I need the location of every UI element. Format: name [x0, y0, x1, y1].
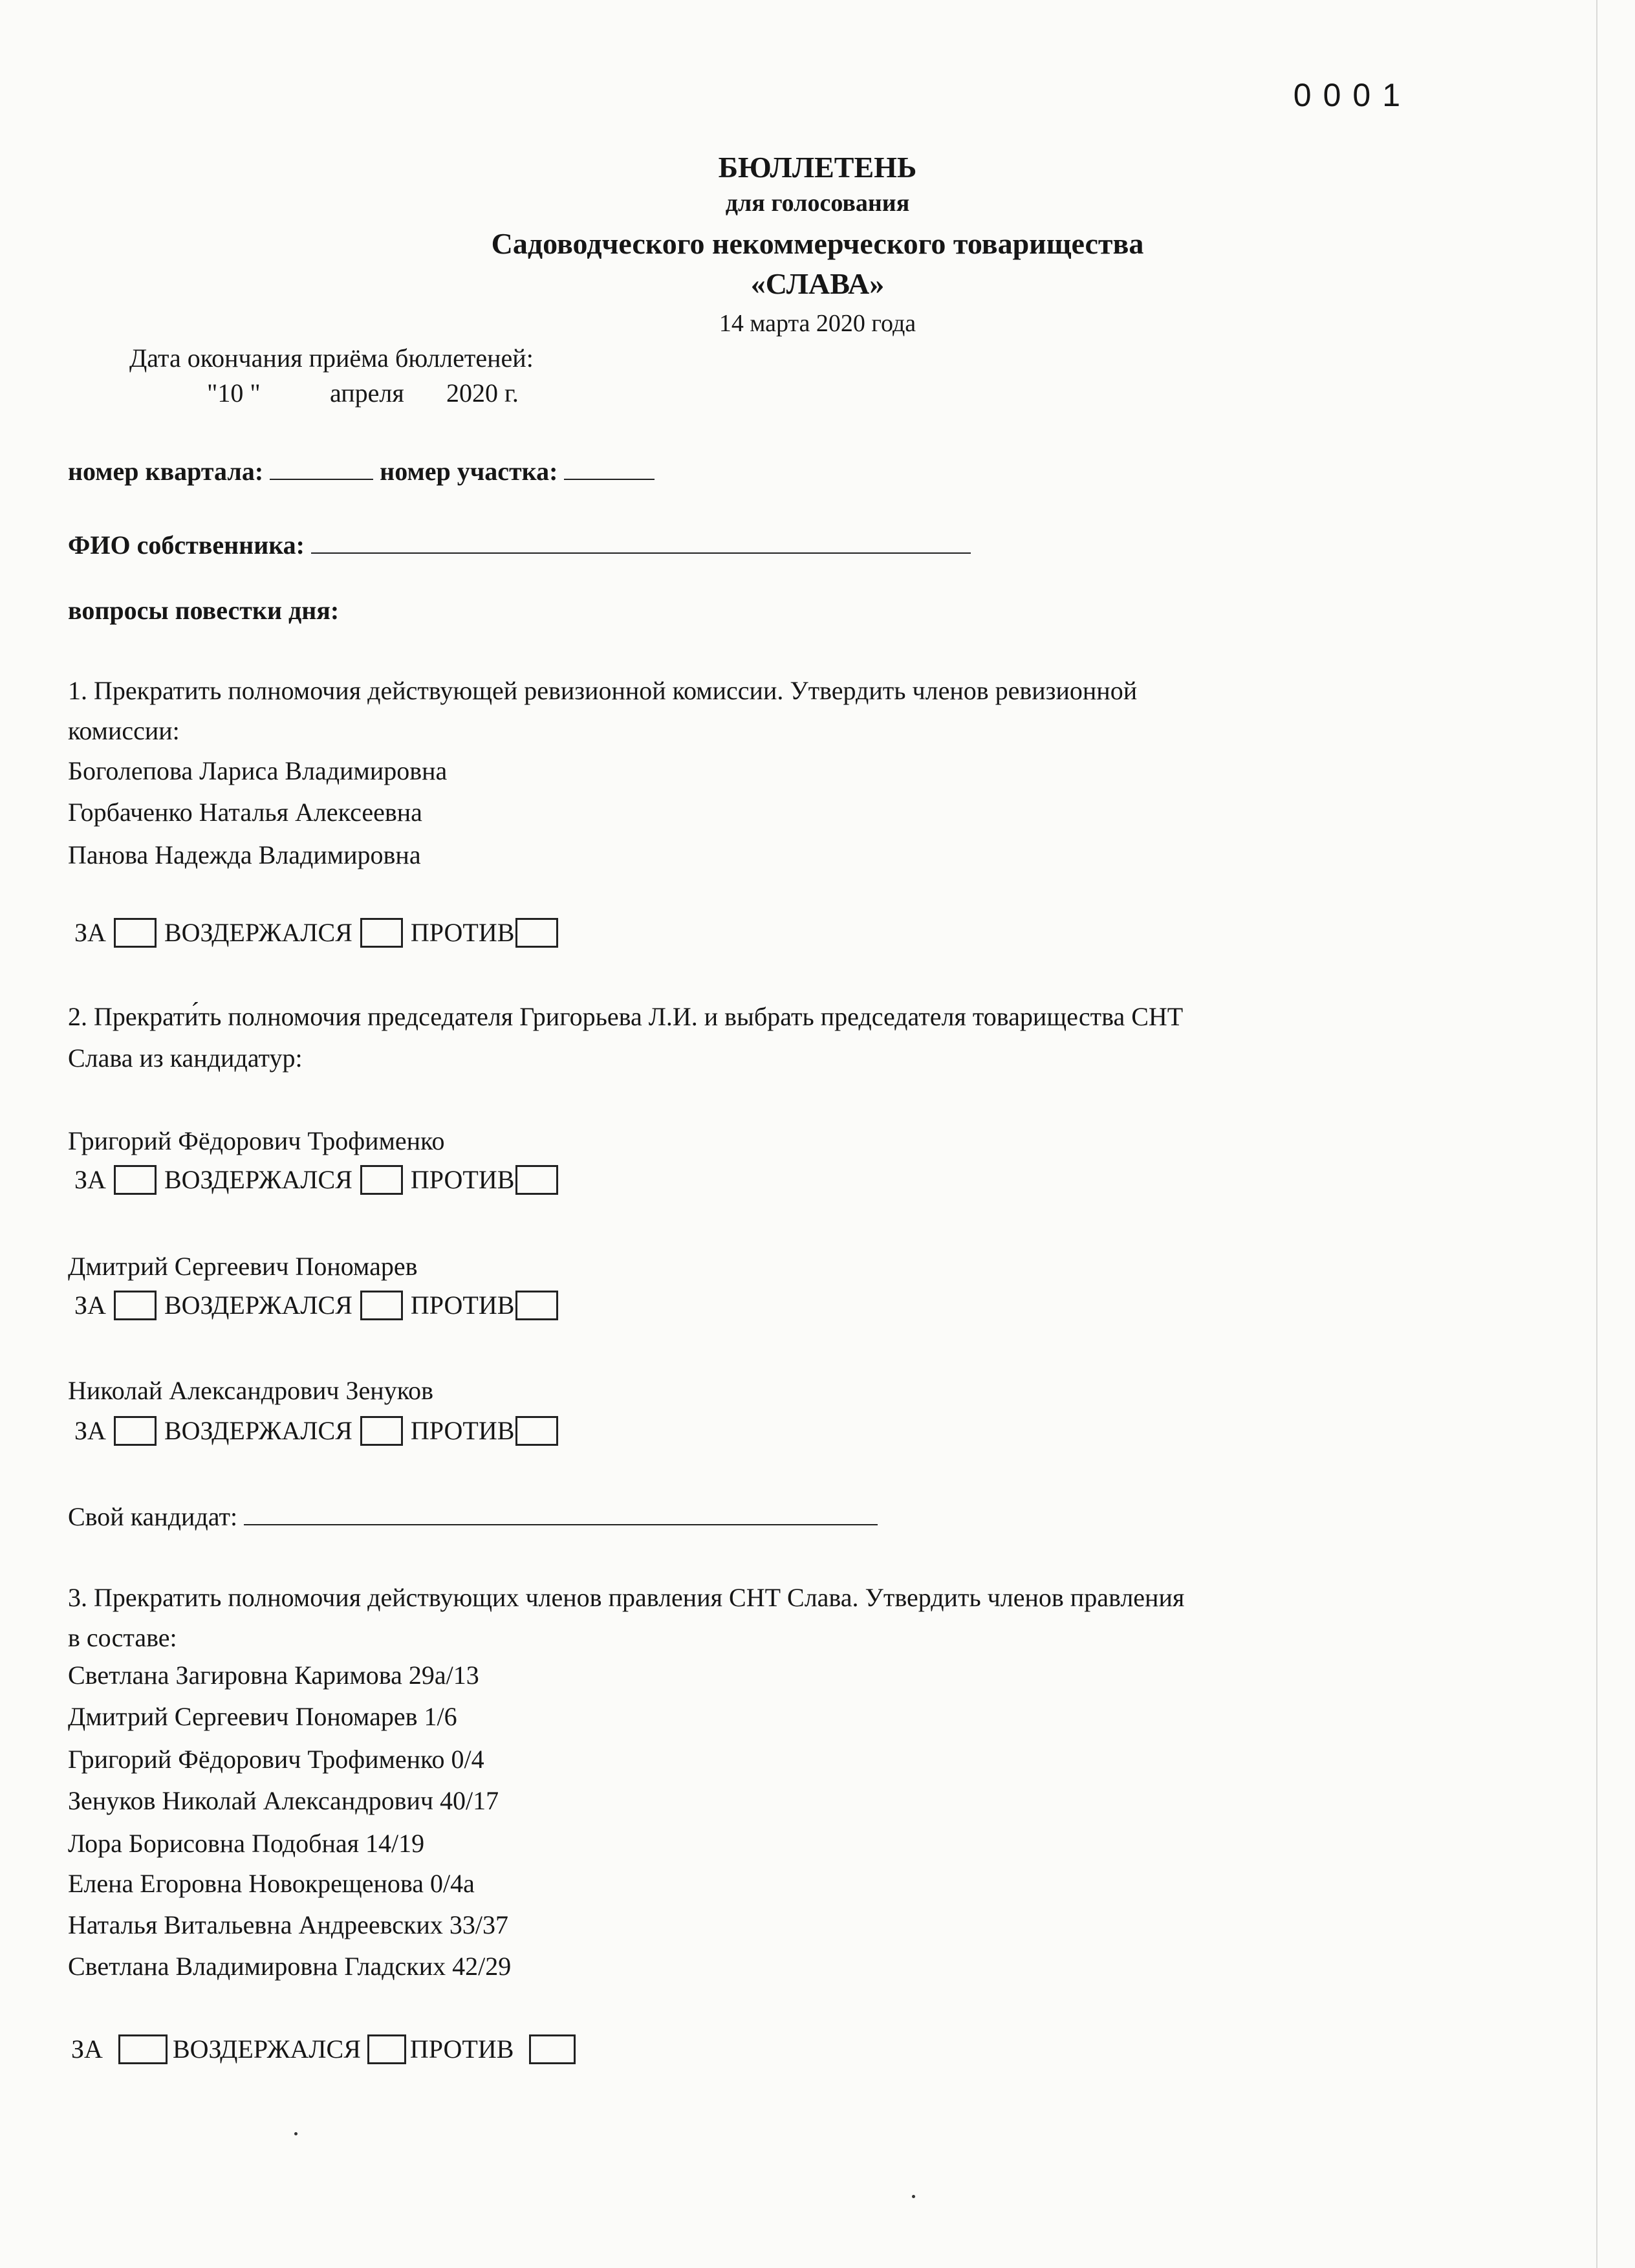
q2-text-line1: 2. Прекрати́ть полномочия председателя Григорьева Л.И. и выбрать председателя товарищества СНТ — [68, 1002, 1184, 1031]
q1-member: Панова Надежда Владимировна — [68, 840, 421, 869]
owner-label: ФИО собственника: — [68, 530, 305, 560]
vote-for-label: ЗА — [71, 2034, 103, 2064]
vote-for-checkbox[interactable] — [114, 918, 157, 948]
q3-member: Светлана Владимировна Гладских 42/29 — [68, 1952, 512, 1981]
vote-for-label: ЗА — [74, 1291, 106, 1320]
quarter-label: номер квартала: — [68, 457, 264, 486]
own-candidate-input-line[interactable] — [244, 1498, 878, 1525]
agenda-label: вопросы повестки дня: — [68, 596, 340, 625]
q3-member: Дмитрий Сергеевич Пономарев 1/6 — [68, 1702, 457, 1731]
ballot-title: БЮЛЛЕТЕНЬ — [718, 151, 917, 184]
q2-candidate-name: Николай Александрович Зенуков — [68, 1376, 433, 1405]
q3-vote-row — [71, 2034, 583, 2064]
vote-against-label: ПРОТИВ — [409, 2034, 514, 2064]
plot-input-line[interactable] — [564, 453, 655, 480]
vote-against-label: ПРОТИВ — [410, 1291, 515, 1320]
q2-candidate-1-vote-row — [74, 1164, 566, 1195]
vote-for-label: ЗА — [74, 1416, 106, 1445]
q1-member: Боголепова Лариса Владимировна — [68, 756, 448, 785]
own-candidate-row — [68, 1498, 878, 1532]
vote-abstain-checkbox[interactable] — [360, 1416, 403, 1446]
vote-against-checkbox[interactable] — [515, 918, 558, 948]
q2-candidate-name: Дмитрий Сергеевич Пономарев — [68, 1252, 418, 1281]
organization-name: Садоводческого некоммерческого товарищества — [491, 227, 1144, 260]
own-candidate-label: Свой кандидат: — [68, 1502, 238, 1531]
scan-speck — [294, 2132, 298, 2135]
meeting-date: 14 марта 2020 года — [719, 310, 916, 337]
q1-vote-row — [74, 917, 566, 948]
vote-against-checkbox[interactable] — [529, 2034, 576, 2064]
quarter-input-line[interactable] — [270, 453, 373, 480]
q3-member: Светлана Загировна Каримова 29а/13 — [68, 1661, 479, 1690]
q1-member: Горбаченко Наталья Алексеевна — [68, 798, 422, 827]
q2-candidate-name: Григорий Фёдорович Трофименко — [68, 1126, 445, 1155]
vote-against-label: ПРОТИВ — [410, 1416, 515, 1445]
q3-text-line1: 3. Прекратить полномочия действующих членов правления СНТ Слава. Утвердить членов правления — [68, 1583, 1185, 1612]
deadline-date — [207, 378, 519, 408]
owner-input-line[interactable] — [311, 527, 971, 554]
ballot-subtitle: для голосования — [725, 190, 910, 217]
deadline-label: Дата окончания приёма бюллетеней: — [129, 343, 534, 373]
vote-abstain-checkbox[interactable] — [360, 1165, 403, 1195]
vote-against-label: ПРОТИВ — [410, 918, 515, 947]
q2-candidate-3-vote-row — [74, 1415, 566, 1446]
q2-candidate-2-vote-row — [74, 1290, 566, 1320]
vote-for-checkbox[interactable] — [114, 1165, 157, 1195]
vote-abstain-label: ВОЗДЕРЖАЛСЯ — [164, 918, 352, 947]
scan-speck — [912, 2195, 915, 2198]
q1-text-line1: 1. Прекратить полномочия действующей ревизионной комиссии. Утвердить членов ревизионной — [68, 676, 1138, 705]
q3-text-line2: в составе: — [68, 1623, 177, 1652]
q1-text-line2: комиссии: — [68, 716, 180, 745]
plot-label: номер участка: — [380, 457, 558, 486]
vote-against-checkbox[interactable] — [515, 1165, 558, 1195]
organization-short-name: «СЛАВА» — [750, 267, 885, 300]
deadline-year: 2020 г. — [446, 378, 519, 408]
vote-against-checkbox[interactable] — [515, 1416, 558, 1446]
vote-against-checkbox[interactable] — [515, 1291, 558, 1320]
q3-member: Наталья Витальевна Андреевских 33/37 — [68, 1910, 508, 1939]
vote-for-checkbox[interactable] — [114, 1291, 157, 1320]
vote-abstain-label: ВОЗДЕРЖАЛСЯ — [172, 2034, 361, 2064]
vote-abstain-label: ВОЗДЕРЖАЛСЯ — [164, 1291, 352, 1320]
owner-row — [68, 527, 971, 560]
vote-abstain-checkbox[interactable] — [360, 918, 403, 948]
q3-member: Лора Борисовна Подобная 14/19 — [68, 1829, 425, 1858]
vote-for-label: ЗА — [74, 918, 106, 947]
deadline-month: апреля — [330, 378, 404, 408]
vote-abstain-label: ВОЗДЕРЖАЛСЯ — [164, 1416, 352, 1445]
q3-member: Елена Егоровна Новокрещенова 0/4а — [68, 1869, 475, 1898]
vote-against-label: ПРОТИВ — [410, 1165, 515, 1194]
q3-member: Григорий Фёдорович Трофименко 0/4 — [68, 1745, 484, 1774]
scan-edge-line — [1596, 0, 1597, 2268]
quarter-plot-row — [68, 453, 655, 486]
vote-abstain-checkbox[interactable] — [367, 2034, 406, 2064]
vote-for-checkbox[interactable] — [114, 1416, 157, 1446]
q2-text-line2: Слава из кандидатур: — [68, 1043, 303, 1073]
vote-for-label: ЗА — [74, 1165, 106, 1194]
document-number: 0001 — [1293, 77, 1412, 113]
vote-abstain-checkbox[interactable] — [360, 1291, 403, 1320]
q3-member: Зенуков Николай Александрович 40/17 — [68, 1786, 499, 1815]
vote-for-checkbox[interactable] — [118, 2034, 168, 2064]
deadline-day: "10 " — [207, 378, 261, 408]
vote-abstain-label: ВОЗДЕРЖАЛСЯ — [164, 1165, 352, 1194]
